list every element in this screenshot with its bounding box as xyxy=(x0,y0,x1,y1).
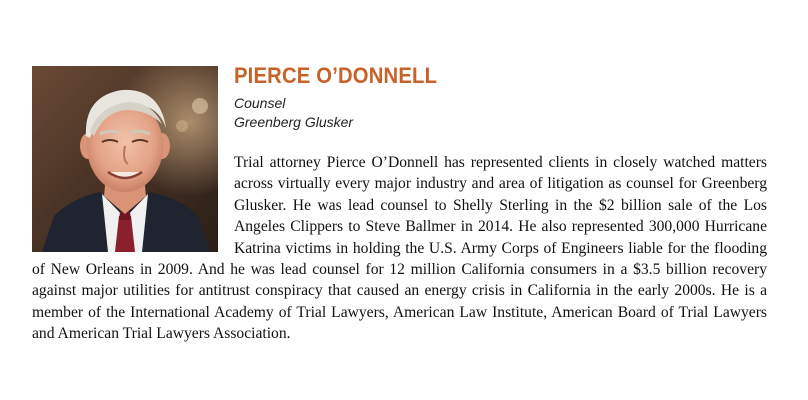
bio-paragraph xyxy=(32,152,767,345)
person-title: Counsel xyxy=(234,95,286,111)
bio-text: Trial attorney Pierce O’Donnell has represented clients in closely watched matters across virtually every major industry and area of litigation as counsel for Greenberg Glusker. He was lead counsel to Shelly Sterling in the $2 billion sale of the Los Angeles Clippers to Steve Ballmer in 2014. He also represented 300,000 Hurricane Katrina victims in holding the U.S. Army Corps of Engineers liable for the flooding of New Orleans in 2009. And he was lead counsel for 12 million California consumers in a $3.5 billion recovery against major utilities for antitrust conspiracy that caused an energy crisis in California in the early 2000s. He is a member of the International Academy of Trial Lawyers, American Law Institute, American Board of Trial Lawyers and American Trial Lawyers Association. xyxy=(32,154,767,343)
person-name: PIERCE O’DONNELL xyxy=(234,63,438,88)
photo-wrap-spacer xyxy=(32,152,234,259)
person-firm: Greenberg Glusker xyxy=(234,114,354,130)
